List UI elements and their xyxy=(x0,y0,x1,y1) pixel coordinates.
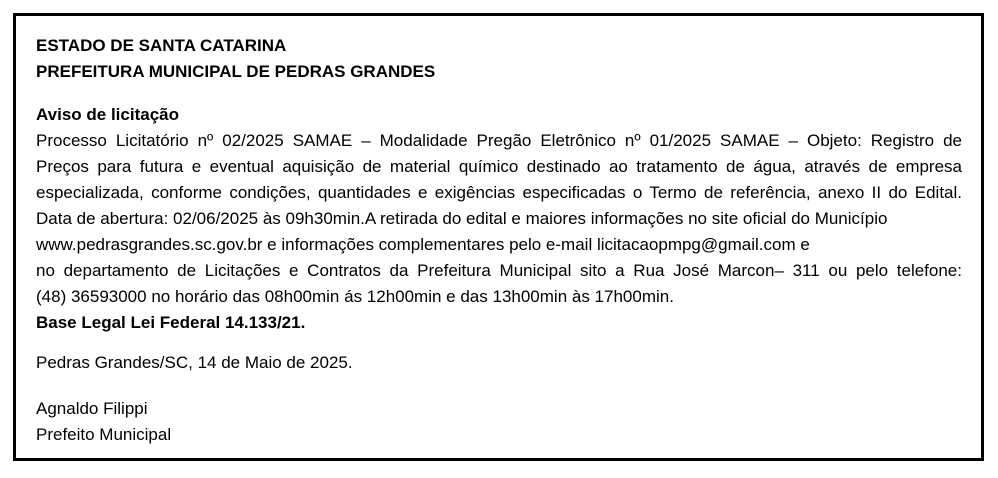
notice-body-line: no departamento de Licitações e Contratos da Prefeitura Municipal sito a Rua José Marcon– 311 ou pelo telefone: xyxy=(36,261,962,280)
notice-body-line: www.pedrasgrandes.sc.gov.br e informações complementares pelo e-mail licitacaopmpg@gmail.com e xyxy=(36,235,810,254)
notice-body-line: (48) 36593000 no horário das 08h00min ás 12h00min e das 13h00min às 17h00min. xyxy=(36,287,674,306)
notice-title: Aviso de licitação xyxy=(36,105,179,124)
blank-line xyxy=(36,85,962,102)
notice-body-line: Preços para futura e eventual aquisição de material químico destinado ao tratamento de água, através de empresa xyxy=(36,157,962,176)
notice-body-line: Data de abertura: 02/06/2025 às 09h30min.A retirada do edital e maiores informações no site oficial do Município xyxy=(36,209,888,228)
municipality-header: PREFEITURA MUNICIPAL DE PEDRAS GRANDES xyxy=(36,62,436,81)
state-header: ESTADO DE SANTA CATARINA xyxy=(36,36,287,55)
place-date-line: Pedras Grandes/SC, 14 de Maio de 2025. xyxy=(36,353,353,372)
notice-body-line: especializada, conforme condições, quantidades e exigências especificadas o Termo de referência, anexo II do Edital. xyxy=(36,183,962,202)
blank-line xyxy=(36,336,962,350)
blank-line xyxy=(36,376,962,396)
notice-body-line: Processo Licitatório nº 02/2025 SAMAE – Modalidade Pregão Eletrônico nº 01/2025 SAMAE – Objeto: Registro de xyxy=(36,131,962,150)
signature-title: Prefeito Municipal xyxy=(36,425,172,444)
signature-name: Agnaldo Filippi xyxy=(36,399,148,418)
legal-basis-line: Base Legal Lei Federal 14.133/21. xyxy=(36,313,306,332)
notice-border-box xyxy=(13,13,984,461)
